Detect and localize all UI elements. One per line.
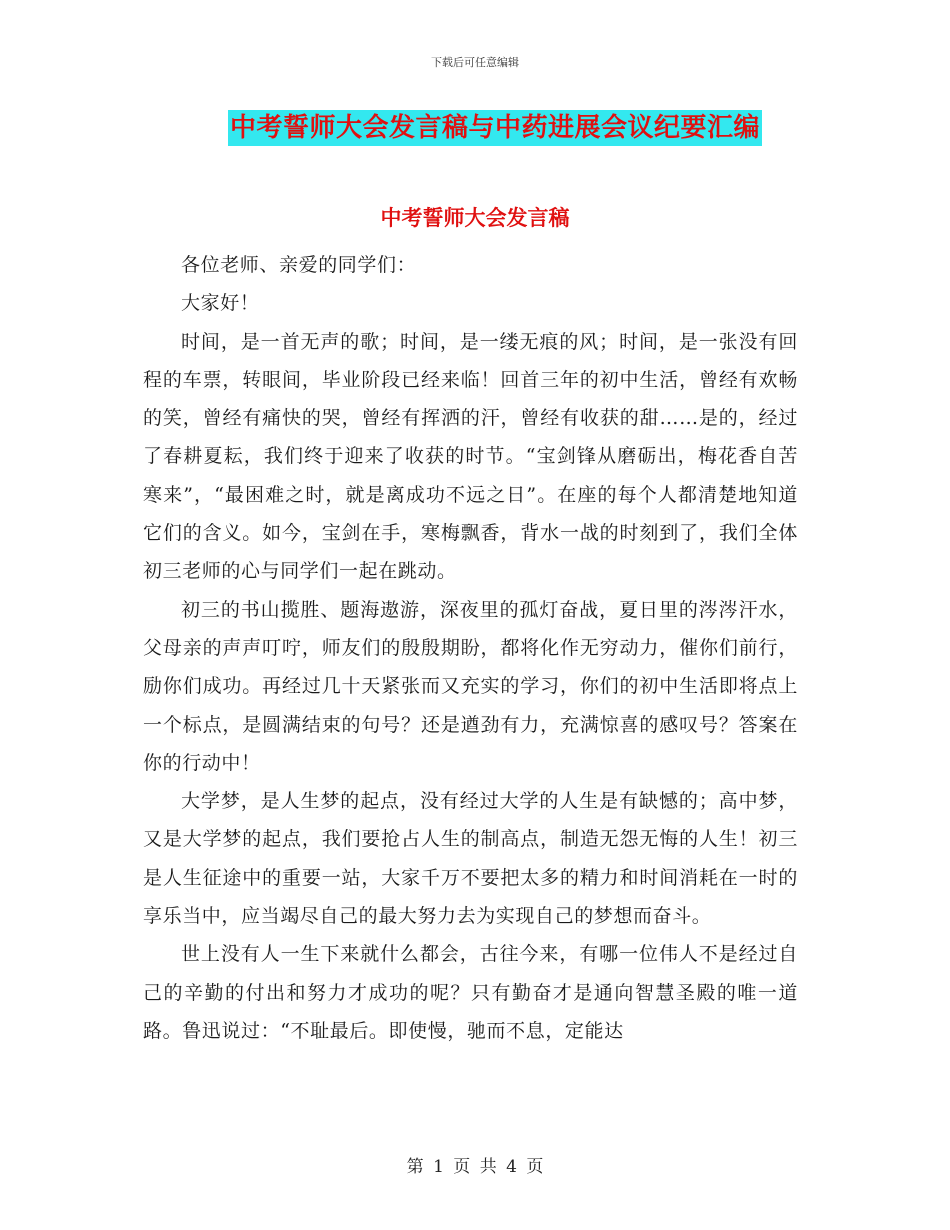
salutation: 各位老师、亲爱的同学们： [181, 254, 417, 276]
greeting: 大家好！ [181, 292, 260, 315]
paragraph: 时间，是一首无声的歌；时间，是一缕无痕的风；时间，是一张没有回程的车票，转眼间，毕业阶段已经来临！回首三年的初中生活，曾经有欢畅的笑，曾经有痛快的哭，曾经有挥洒的汗，曾经有收获的甜……是的，经过了春耕夏耘，我们终于迎来了收获的时节。“宝剑锋从磨砺出，梅花香自苦寒来”，“最困难之时，就是离成功不远之日”。在座的每个人都清楚地知道它们的含义。如今，宝剑在手，寒梅飘香，背水一战的时刻到了，我们全体初三老师的心与同学们一起在跳动。 [143, 330, 798, 583]
main-title: 中考誓师大会发言稿与中药进展会议纪要汇编 [228, 110, 762, 146]
header-note: 下载后可任意编辑 [431, 56, 519, 69]
paragraph: 初三的书山揽胜、题海遨游，深夜里的孤灯奋战，夏日里的涔涔汗水，父母亲的声声叮咛，师友们的殷殷期盼，都将化作无穷动力，催你们前行，励你们成功。再经过几十天紧张而又充实的学习，你们的初中生活即将点上一个标点，是圆满结束的句号？还是遒劲有力，充满惊喜的感叹号？答案在你的行动中！ [143, 598, 798, 774]
section-title: 中考誓师大会发言稿 [380, 206, 570, 230]
body-text [143, 246, 798, 1050]
paragraph: 世上没有人一生下来就什么都会，古往今来，有哪一位伟人不是经过自己的辛勤的付出和努力才成功的呢？只有勤奋才是通向智慧圣殿的唯一道路。鲁迅说过：“不耻最后。即使慢，驰而不息，定能达 [143, 943, 798, 1042]
page-footer: 第 1 页 共 4 页 [406, 1157, 544, 1177]
paragraph: 大学梦，是人生梦的起点，没有经过大学的人生是有缺憾的；高中梦，又是大学梦的起点，我们要抢占人生的制高点，制造无怨无悔的人生！初三是人生征途中的重要一站，大家千万不要把太多的精力和时间消耗在一时的享乐当中，应当竭尽自己的最大努力去为实现自己的梦想而奋斗。 [143, 790, 798, 928]
main-title-wrap [0, 110, 950, 146]
